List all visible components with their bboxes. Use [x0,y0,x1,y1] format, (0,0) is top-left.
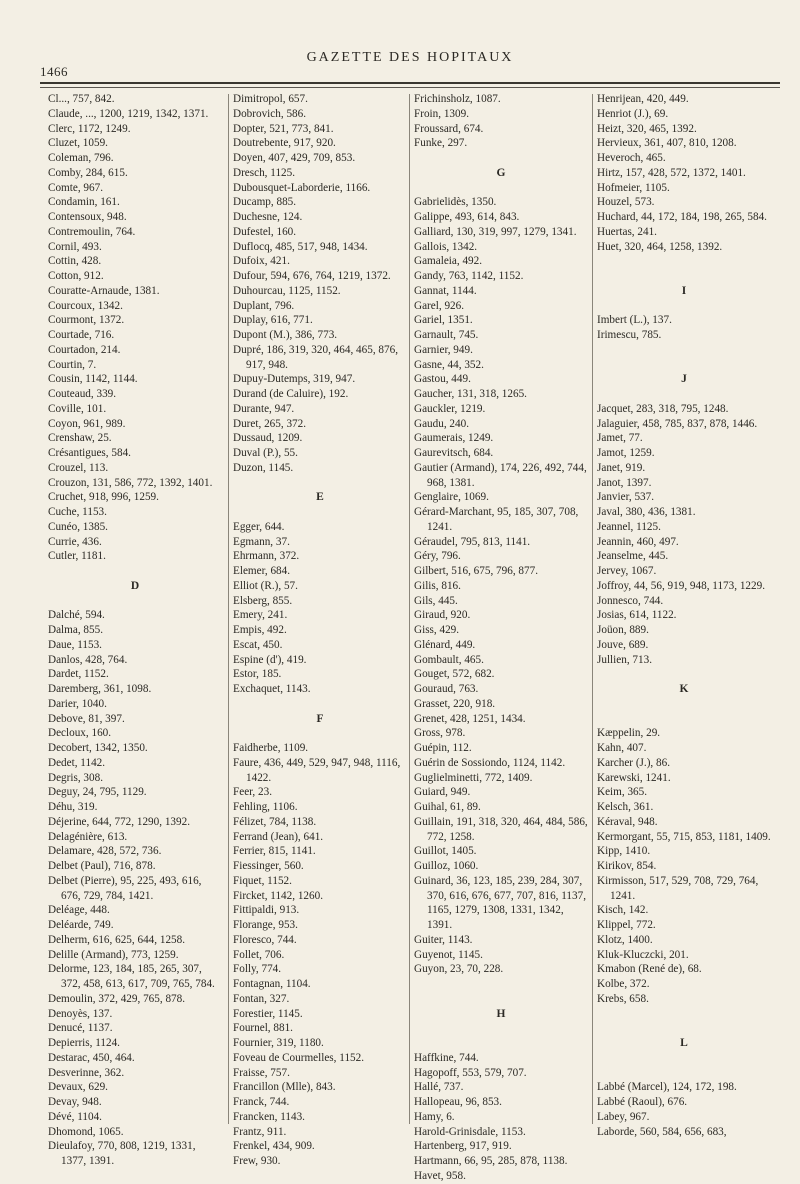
index-entry: Deléarde, 749. [48,919,114,931]
index-entry: Durante, 947. [233,402,295,415]
page-header [40,44,780,84]
index-entry: Henrijean, 420, 449. [597,93,689,105]
spacer [597,1021,772,1036]
spacer [233,476,408,491]
index-entry: Contensoux, 948. [48,211,127,223]
index-entry: Géraudel, 795, 813, 1141. [414,535,531,548]
index-entry: Cotton, 912. [48,270,104,282]
index-entry: Jeanselme, 445. [597,550,669,563]
index-entry: Fournel, 881. [233,1022,293,1035]
journal-title: GAZETTE DES HOPITAUX [306,50,514,65]
index-entry: Glénard, 449. [414,638,476,651]
index-entry: Feer, 23. [233,786,273,799]
index-entry: Javal, 380, 436, 1381. [597,506,696,518]
index-entry: Guiter, 1143. [414,933,473,946]
index-entry: Duflocq, 485, 517, 948, 1434. [233,240,368,253]
index-entry: Guilloz, 1060. [414,860,479,872]
index-entry: Dresch, 1125. [233,166,296,179]
index-entry: Garel, 926. [414,299,465,312]
index-entry: Daremberg, 361, 1098. [48,683,152,695]
index-entry: Géry, 796. [414,550,461,563]
index-entry: Delbet (Paul), 716, 878. [48,860,156,872]
index-entry: Joffroy, 44, 56, 919, 948, 1173, 1229. [597,579,766,592]
index-entry: Contremoulin, 764. [48,225,136,238]
index-entry: Cl..., 757, 842. [48,93,115,105]
index-entry: Havet, 958. [414,1169,466,1182]
index-entry: Jamet, 77. [597,432,643,445]
spacer [233,697,408,712]
index-entry: Demoulin, 372, 429, 765, 878. [48,992,186,1005]
index-entry: Heizt, 320, 465, 1392. [597,122,697,135]
index-entry: Irimescu, 785. [597,329,662,341]
index-entry: Gaudu, 240. [414,417,469,430]
index-entry: Delamare, 428, 572, 736. [48,845,162,858]
index-entry: Fircket, 1142, 1260. [233,889,324,902]
spacer [414,151,589,166]
index-entry: Crouzon, 131, 586, 772, 1392, 1401. [48,476,213,489]
index-entry: Coyon, 961, 989. [48,417,126,430]
index-entry: Klotz, 1400. [597,933,653,946]
index-entry: Jonnesco, 744. [597,594,664,607]
index-entry: Hartenberg, 917, 919. [414,1140,512,1153]
index-entry: Currie, 436. [48,535,102,548]
index-entry: Ehrmann, 372. [233,550,300,563]
index-entry: Estor, 185. [233,668,282,681]
index-entry: Comby, 284, 615. [48,166,128,179]
index-entry: Duchesne, 124. [233,211,303,223]
index-entry: Jeannin, 460, 497. [597,535,679,548]
section-letter: E [316,491,325,504]
index-entry: Dopter, 521, 773, 841. [233,122,334,135]
index-entry: Dévé, 1104. [48,1110,102,1123]
index-entry: Durand (de Caluire), 192. [233,388,349,400]
index-entry: Guérin de Sossiondo, 1124, 1142. [414,756,566,769]
index-entry: Hallopeau, 96, 853. [414,1096,502,1108]
index-entry: Courtin, 7. [48,358,97,371]
index-entry: Guépin, 112. [414,742,472,754]
index-entry: Harold-Grinisdale, 1153. [414,1125,526,1138]
index-entry: Gamaleia, 492. [414,255,483,268]
index-entry: Dhomond, 1065. [48,1125,124,1138]
index-entry: Degris, 308. [48,771,103,784]
index-entry: Karewski, 1241. [597,771,671,784]
index-entry: Keim, 365. [597,786,648,799]
index-entry: Karcher (J.), 86. [597,756,670,769]
spacer [597,1066,772,1081]
index-entry: Galippe, 493, 614, 843. [414,211,520,223]
index-entry: Faure, 436, 449, 529, 947, 948, 1116, 1422. [233,756,401,784]
index-entry: Labbé (Marcel), 124, 172, 198. [597,1081,737,1094]
spacer [233,505,408,520]
spacer [597,667,772,682]
index-entry: Gaumerais, 1249. [414,432,494,445]
spacer [597,387,772,402]
index-entry: Delagénière, 613. [48,830,128,843]
index-entry: Gautier (Armand), 174, 226, 492, 744, 968, 1381. [414,461,587,489]
index-entry: Desverinne, 362. [48,1066,125,1079]
index-entry: Grasset, 220, 918. [414,697,496,710]
index-entry: Jouve, 689. [597,638,649,651]
index-entry: Cluzet, 1059. [48,137,108,150]
index-entry: Claude, ..., 1200, 1219, 1342, 1371. [48,107,209,120]
index-entry: Devaux, 629. [48,1081,108,1094]
index-entry: Cuche, 1153. [48,506,107,518]
section-letter: G [496,166,507,179]
index-entry: Genglaire, 1069. [414,491,489,504]
index-entry: Foveau de Courmelles, 1152. [233,1051,365,1064]
index-entry: Debove, 81, 397. [48,712,125,725]
index-entry: Gouraud, 763. [414,683,479,695]
index-entry: Dupont (M.), 386, 773. [233,329,338,341]
index-entry: Decloux, 160. [48,727,112,740]
index-entry: Deléage, 448. [48,904,110,917]
index-entry: Empis, 492. [233,624,287,636]
index-entry: Courcoux, 1342. [48,299,123,312]
index-entry: Hartmann, 66, 95, 285, 878, 1138. [414,1155,568,1167]
index-entry: Denucé, 1137. [48,1022,113,1035]
index-entry: Janvier, 537. [597,491,655,504]
index-entry: Gannat, 1144. [414,284,477,297]
index-entry: Denoyès, 137. [48,1007,113,1020]
index-entry: Giss, 429. [414,624,460,636]
index-entry: Dufoix, 421. [233,255,290,268]
index-entry: Emery, 241. [233,609,288,622]
index-entry: Huertas, 241. [597,225,657,238]
index-entry: Coleman, 796. [48,152,114,164]
header-rule [40,82,780,84]
index-entry: Escat, 450. [233,638,283,651]
index-entry: Fraisse, 757. [233,1066,290,1079]
index-entry: Joüon, 889. [597,624,649,636]
index-entry: Kmabon (René de), 68. [597,963,702,976]
index-entry: Fontagnan, 1104. [233,978,311,990]
index-entry: Gouget, 572, 682. [414,668,495,681]
index-entry: Fontan, 327. [233,992,290,1005]
index-entry: Duhourcau, 1125, 1152. [233,284,341,297]
index-entry: Jamot, 1259. [597,447,655,459]
index-entry: Dimitropol, 657. [233,93,308,105]
index-entry: Cornil, 493. [48,240,102,253]
index-entry: Faidherbe, 1109. [233,742,309,754]
index-entry: Dardet, 1152. [48,668,109,681]
index-entry: Condamin, 161. [48,196,120,209]
index-entry: Huet, 320, 464, 1258, 1392. [597,240,723,253]
index-entry: Frantz, 911. [233,1125,287,1138]
index-column-2 [233,92,408,1169]
index-entry: Darier, 1040. [48,697,107,710]
index-entry: Decobert, 1342, 1350. [48,742,148,754]
index-entry: Duplant, 796. [233,299,295,312]
index-entry: Houzel, 573. [597,196,655,209]
index-entry: Egmann, 37. [233,535,290,548]
index-entry: Kolbe, 372. [597,978,650,990]
index-entry: Gaurevitsch, 684. [414,447,494,459]
index-entry: Devay, 948. [48,1096,102,1108]
index-entry: Froussard, 674. [414,122,484,135]
index-entry: Hallé, 737. [414,1081,464,1094]
index-entry: Kisch, 142. [597,904,649,917]
index-entry: Janet, 919. [597,461,646,474]
index-entry: Kirmisson, 517, 529, 708, 729, 764, 1241. [597,874,759,902]
index-entry: Frenkel, 434, 909. [233,1140,315,1153]
section-letter: I [681,284,688,297]
index-entry: Daue, 1153. [48,638,102,651]
spacer [597,269,772,284]
index-entry: Destarac, 450, 464. [48,1051,135,1064]
index-entry: Guinard, 36, 123, 185, 239, 284, 307, 370, 616, 676, 677, 707, 816, 1137, 1165, 1279, 1308, 1331, 1342, 1391. [414,874,587,931]
index-entry: Florange, 953. [233,919,298,931]
index-entry: Ferrier, 815, 1141. [233,845,316,858]
index-entry: Labey, 967. [597,1110,650,1123]
spacer [597,697,772,712]
index-entry: Delbet (Pierre), 95, 225, 493, 616, 676, 729, 784, 1421. [48,874,202,902]
index-entry: Kahn, 407. [597,742,647,754]
index-entry: Kirikov, 854. [597,860,657,872]
index-entry: Kéraval, 948. [597,815,658,828]
spacer [597,1007,772,1022]
index-entry: Crenshaw, 25. [48,432,112,445]
spacer [597,343,772,358]
index-entry: Dubousquet-Laborderie, 1166. [233,181,371,194]
index-entry: Ducamp, 885. [233,196,297,209]
index-entry: Courtade, 716. [48,329,115,341]
index-entry: Fittipaldi, 913. [233,904,300,917]
spacer [414,1036,589,1051]
index-entry: Dupré, 186, 319, 320, 464, 465, 876, 917, 948. [233,343,399,371]
index-entry: Janot, 1397. [597,476,652,489]
index-entry: Jacquet, 283, 318, 795, 1248. [597,402,729,415]
index-entry: Francken, 1143. [233,1110,305,1123]
index-entry: Elliot (R.), 57. [233,579,298,592]
spacer [48,564,223,579]
index-entry: Gombault, 465. [414,653,484,666]
spacer [414,992,589,1007]
index-entry: Gils, 445. [414,594,458,607]
index-entry: Fehling, 1106. [233,801,298,813]
header-rule-thin [40,87,780,88]
index-entry: Delorme, 123, 184, 185, 265, 307, 372, 458, 613, 617, 709, 765, 784. [48,963,215,990]
section-letter: H [496,1007,507,1020]
index-entry: Gaucher, 131, 318, 1265. [414,388,527,400]
spacer [414,977,589,992]
index-entry: Guyon, 23, 70, 228. [414,963,504,976]
index-entry: Dufour, 594, 676, 764, 1219, 1372. [233,270,391,282]
spacer [233,726,408,741]
index-entry: Guillot, 1405. [414,845,477,858]
index-entry: Labbé (Raoul), 676. [597,1096,688,1108]
index-entry: Gastou, 449. [414,373,471,386]
index-entry: Imbert (L.), 137. [597,314,672,327]
index-entry: Frew, 930. [233,1155,281,1167]
index-entry: Haffkine, 744. [414,1051,479,1064]
index-entry: Exchaquet, 1143. [233,683,311,695]
index-entry: Guglielminetti, 772, 1409. [414,771,533,784]
index-entry: Kermorgant, 55, 715, 853, 1181, 1409. [597,830,771,843]
index-entry: Francillon (Mlle), 843. [233,1081,336,1094]
index-entry: Courmont, 1372. [48,314,125,327]
index-entry: Fiquet, 1152. [233,874,292,887]
index-column-3 [414,92,589,1184]
index-entry: Duval (P.), 55. [233,447,298,459]
index-entry: Dussaud, 1209. [233,432,303,445]
index-entry: Crésantigues, 584. [48,447,131,459]
name-index [48,92,788,1182]
index-column-1 [48,92,223,1169]
section-letter: J [681,373,688,386]
index-entry: Danlos, 428, 764. [48,653,128,666]
spacer [597,712,772,727]
index-entry: Gilis, 816. [414,579,461,592]
index-entry: Delille (Armand), 773, 1259. [48,948,179,961]
index-entry: Franck, 744. [233,1096,290,1108]
index-entry: Forestier, 1145. [233,1007,303,1020]
index-column-4 [597,92,772,1139]
index-entry: Gabrielidès, 1350. [414,196,497,209]
index-entry: Cousin, 1142, 1144. [48,373,138,386]
index-entry: Espine (d'), 419. [233,653,307,666]
page-number: 1466 [40,64,68,79]
index-entry: Elemer, 684. [233,565,291,577]
index-entry: Duzon, 1145. [233,461,294,474]
index-entry: Froin, 1309. [414,107,470,120]
index-entry: Déhu, 319. [48,801,98,813]
spacer [48,594,223,609]
index-entry: Grenet, 428, 1251, 1434. [414,712,526,725]
index-entry: Coville, 101. [48,402,107,415]
index-entry: Doyen, 407, 429, 709, 853. [233,152,356,164]
index-entry: Huchard, 44, 172, 184, 198, 265, 584. [597,211,767,223]
index-entry: Guillain, 191, 318, 320, 464, 484, 586, 772, 1258. [414,815,588,843]
index-entry: Deguy, 24, 795, 1129. [48,786,147,799]
index-entry: Duplay, 616, 771. [233,314,313,327]
index-entry: Elsberg, 855. [233,594,293,607]
index-entry: Kluk-Kluczcki, 201. [597,948,689,961]
index-entry: Klippel, 772. [597,919,656,931]
index-entry: Dalma, 855. [48,624,103,636]
index-entry: Fiessinger, 560. [233,860,304,872]
index-entry: Jeannel, 1125. [597,520,661,533]
spacer [597,358,772,373]
index-entry: Clerc, 1172, 1249. [48,122,131,135]
index-entry: Duret, 265, 372. [233,417,307,430]
index-entry: Hirtz, 157, 428, 572, 1372, 1401. [597,166,746,179]
index-entry: Gariel, 1351. [414,314,473,327]
index-entry: Gérard-Marchant, 95, 185, 307, 708, 1241. [414,506,579,533]
index-entry: Floresco, 744. [233,933,297,946]
index-entry: Jalaguier, 458, 785, 837, 878, 1446. [597,417,758,430]
index-entry: Delherm, 616, 625, 644, 1258. [48,933,186,946]
index-entry: Couteaud, 339. [48,388,117,400]
index-entry: Gilbert, 516, 675, 796, 877. [414,565,538,577]
index-entry: Déjerine, 644, 772, 1290, 1392. [48,815,190,828]
index-entry: Kelsch, 361. [597,801,654,813]
index-entry: Courtadon, 214. [48,343,121,356]
index-entry: Laborde, 560, 584, 656, 683, [597,1125,727,1138]
index-entry: Hamy, 6. [414,1110,455,1123]
index-entry: Fournier, 319, 1180. [233,1037,324,1049]
index-entry: Hagopoff, 553, 579, 707. [414,1066,527,1079]
index-entry: Garnier, 949. [414,343,473,356]
spacer [597,1051,772,1066]
index-entry: Frichinsholz, 1087. [414,93,501,105]
spacer [597,299,772,314]
index-entry: Jervey, 1067. [597,565,657,577]
index-entry: Cunéo, 1385. [48,520,108,533]
index-entry: Heveroch, 465. [597,152,666,164]
index-entry: Egger, 644. [233,520,285,533]
index-entry: Depierris, 1124. [48,1037,120,1049]
index-entry: Couratte-Arnaude, 1381. [48,284,160,297]
index-entry: Jullien, 713. [597,653,653,666]
index-entry: Cutler, 1181. [48,550,106,563]
index-entry: Ferrand (Jean), 641. [233,830,324,843]
index-entry: Krebs, 658. [597,992,649,1005]
section-letter: F [316,712,325,725]
index-entry: Gross, 978. [414,727,466,740]
spacer [414,181,589,196]
index-entry: Hofmeier, 1105. [597,181,670,194]
index-entry: Crouzel, 113. [48,461,109,474]
index-entry: Guihal, 61, 89. [414,801,481,813]
index-entry: Kipp, 1410. [597,845,651,858]
index-entry: Funke, 297. [414,137,468,150]
index-entry: Guyenot, 1145. [414,948,483,961]
index-entry: Félizet, 784, 1138. [233,815,317,828]
index-entry: Doutrebente, 917, 920. [233,137,336,150]
index-entry: Gauckler, 1219. [414,402,486,415]
index-entry: Giraud, 920. [414,609,471,622]
index-entry: Henriot (J.), 69. [597,107,669,120]
index-entry: Garnault, 745. [414,329,479,341]
index-entry: Josias, 614, 1122. [597,609,677,622]
index-entry: Guiard, 949. [414,786,471,799]
index-entry: Dalché, 594. [48,609,105,622]
section-letter: L [680,1037,689,1049]
index-entry: Kæppelin, 29. [597,727,661,740]
index-entry: Comte, 967. [48,181,104,194]
index-entry: Gandy, 763, 1142, 1152. [414,270,524,282]
index-entry: Cottin, 428. [48,255,102,268]
index-entry: Gasne, 44, 352. [414,358,484,371]
index-entry: Folly, 774. [233,963,282,976]
index-entry: Follet, 706. [233,948,285,961]
index-entry: Dobrovich, 586. [233,107,307,120]
spacer [414,1021,589,1036]
index-entry: Dieulafoy, 770, 808, 1219, 1331, 1377, 1391. [48,1140,196,1167]
index-entry: Hervieux, 361, 407, 810, 1208. [597,137,737,150]
spacer [597,254,772,269]
index-entry: Dufestel, 160. [233,225,297,238]
index-entry: Cruchet, 918, 996, 1259. [48,491,159,504]
index-entry: Gallois, 1342. [414,240,478,253]
index-entry: Galliard, 130, 319, 997, 1279, 1341. [414,225,577,238]
index-entry: Dupuy-Dutemps, 319, 947. [233,373,356,386]
section-letter: K [679,683,690,695]
section-letter: D [130,579,141,592]
index-entry: Dedet, 1142. [48,756,106,769]
